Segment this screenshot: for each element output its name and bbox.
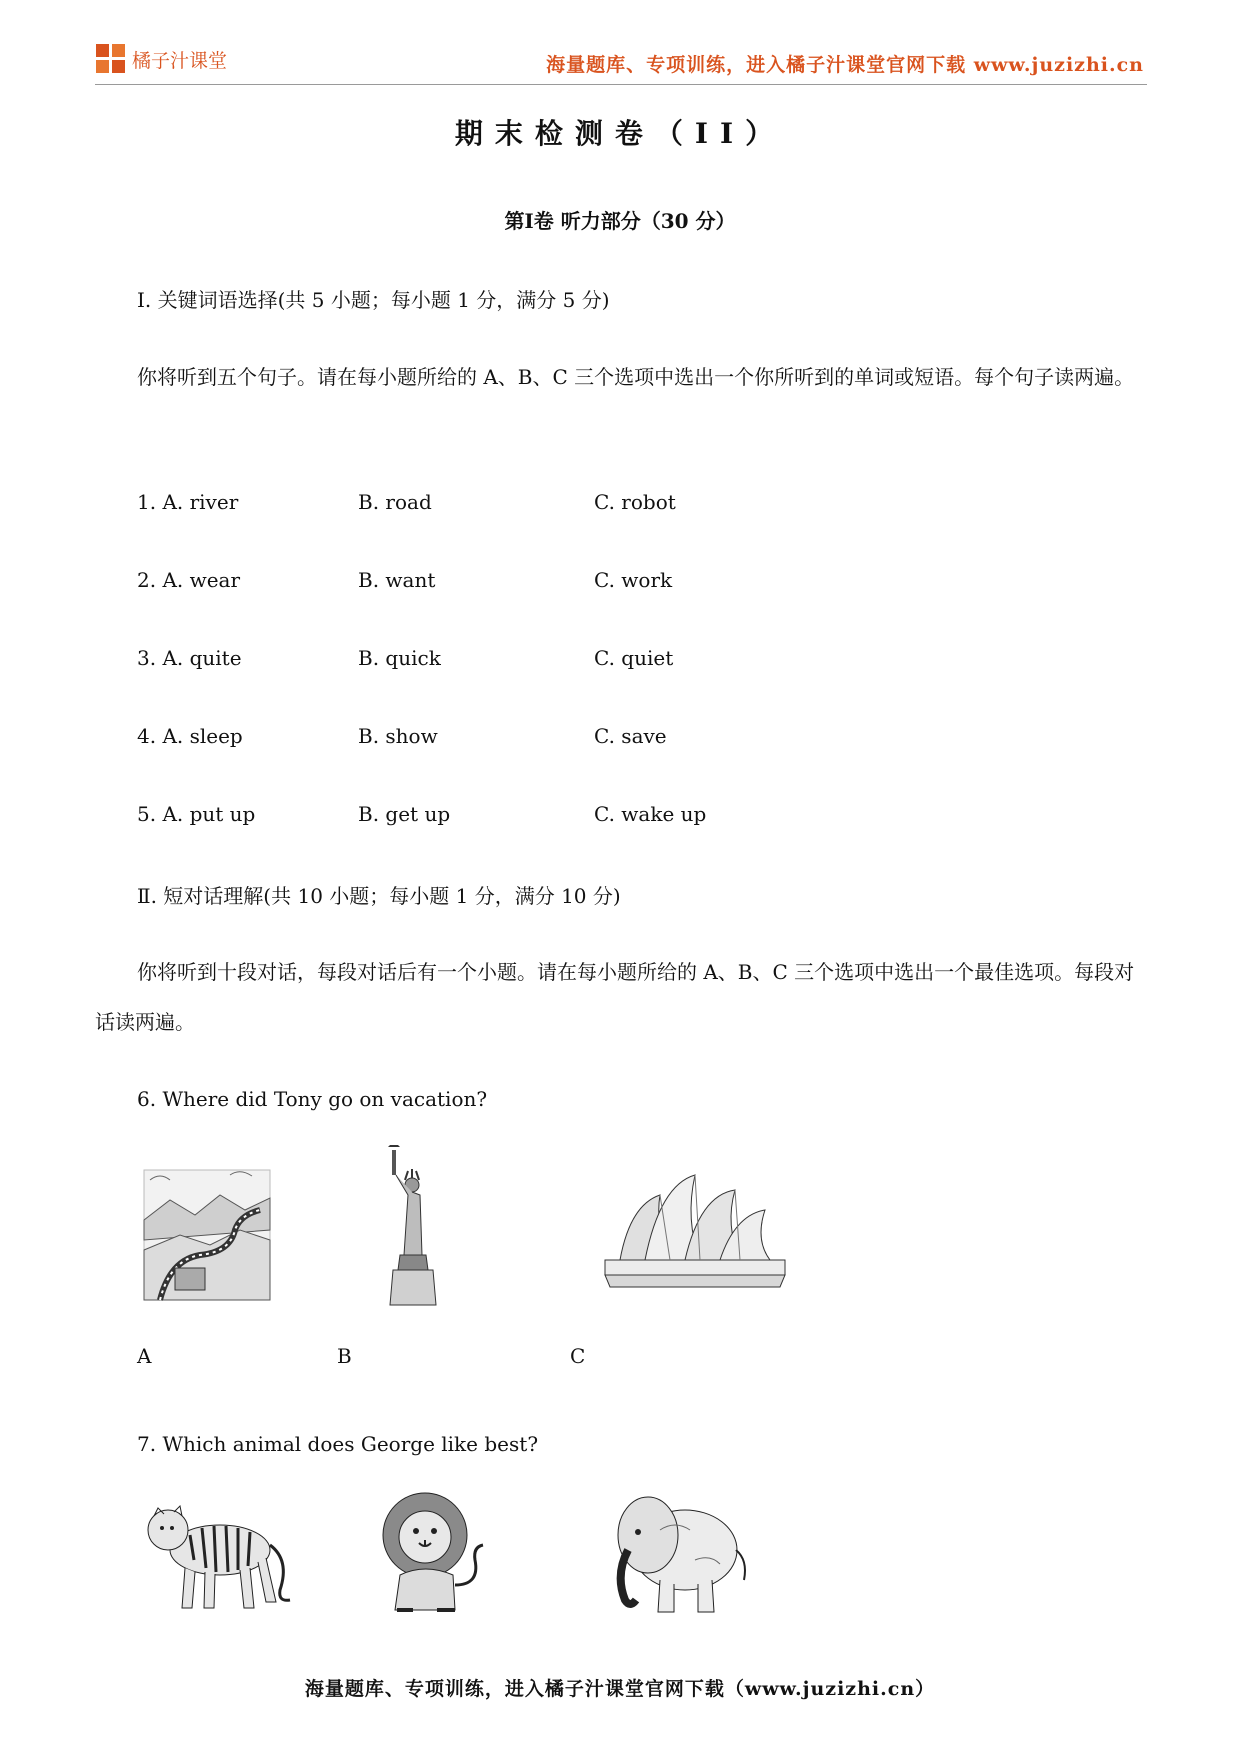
option-b: B. quick xyxy=(358,646,441,670)
option-a: 5. A. put up xyxy=(137,802,256,826)
tiger-picture xyxy=(140,1490,295,1620)
option-c: C. quiet xyxy=(594,646,674,670)
option-a: 2. A. wear xyxy=(137,568,241,592)
section2-instruction: 你将听到十段对话，每段对话后有一个小题。请在每小题所给的 A、B、C 三个选项中选出一个最佳选项。每段对话读两遍。 xyxy=(95,960,1135,1034)
lion-picture xyxy=(375,1485,495,1620)
option-c: C. robot xyxy=(594,490,676,514)
page-footer: 海量题库、专项训练，进入橘子汁课堂官网下载（www.juzizhi.cn） xyxy=(304,1678,936,1700)
option-c: C. wake up xyxy=(594,802,707,826)
section1-instruction: 你将听到五个句子。请在每小题所给的 A、B、C 三个选项中选出一个你所听到的单词或短语。每个句子读两遍。 xyxy=(137,365,1135,389)
option-c: C. work xyxy=(594,568,673,592)
option-a-label: A xyxy=(137,1344,152,1368)
page-title: 期末检测卷（II） xyxy=(454,117,786,150)
header-slogan: 海量题库、专项训练，进入橘子汁课堂官网下载 www.juzizhi.cn xyxy=(546,54,1144,76)
option-a: 3. A. quite xyxy=(137,646,242,670)
question-6: 6. Where did Tony go on vacation? xyxy=(137,1087,488,1111)
option-b: B. get up xyxy=(358,802,451,826)
section1-heading: Ⅰ. 关键词语选择(共 5 小题；每小题 1 分，满分 5 分) xyxy=(137,288,610,312)
elephant-picture xyxy=(600,1480,755,1620)
statue-of-liberty-picture xyxy=(378,1145,448,1315)
sydney-opera-house-picture xyxy=(600,1165,790,1290)
brand xyxy=(96,44,227,74)
question-7: 7. Which animal does George like best? xyxy=(137,1432,539,1456)
option-a: 1. A. river xyxy=(137,490,239,514)
brand-logo-icon xyxy=(96,44,126,74)
option-b: B. road xyxy=(358,490,432,514)
great-wall-picture xyxy=(140,1160,275,1310)
option-b-label: B xyxy=(337,1344,352,1368)
section2-heading: Ⅱ. 短对话理解(共 10 小题；每小题 1 分，满分 10 分) xyxy=(137,884,621,908)
brand-name: 橘子汁课堂 xyxy=(132,49,228,72)
header-divider xyxy=(95,84,1147,85)
option-c-label: C xyxy=(570,1344,586,1368)
page-subtitle: 第Ⅰ卷 听力部分（30 分） xyxy=(504,209,736,233)
option-b: B. want xyxy=(358,568,436,592)
option-b: B. show xyxy=(358,724,438,748)
option-c: C. save xyxy=(594,724,667,748)
option-a: 4. A. sleep xyxy=(137,724,243,748)
